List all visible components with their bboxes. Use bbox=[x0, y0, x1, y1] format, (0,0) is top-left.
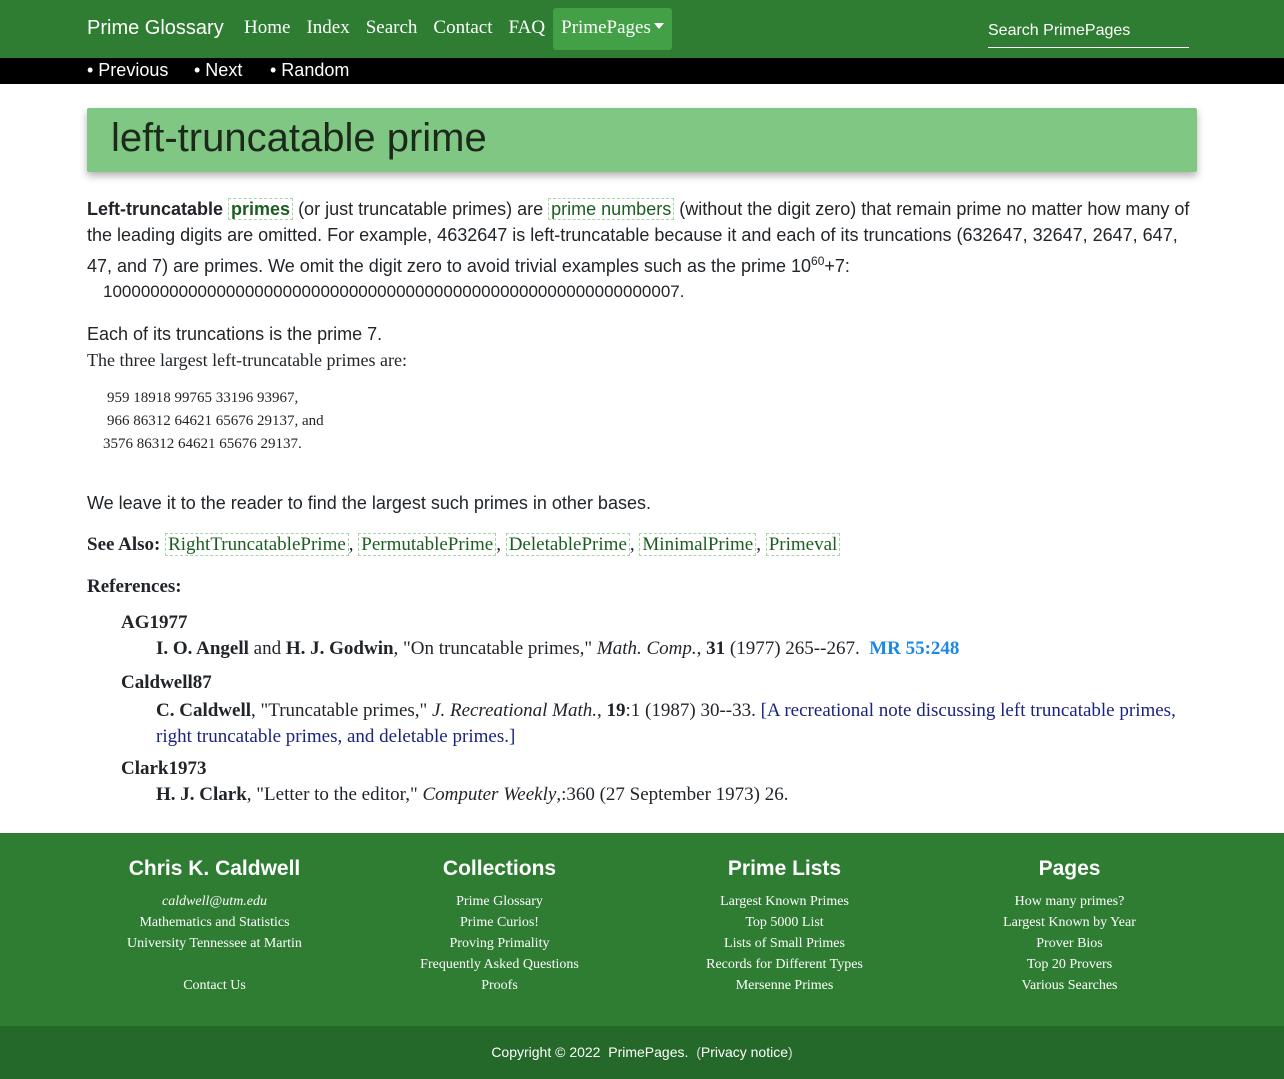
footer-link[interactable]: How many primes? bbox=[1014, 894, 1125, 909]
email-link[interactable]: caldwell@utm.edu bbox=[161, 894, 268, 909]
footer-col-title: Pages bbox=[1038, 857, 1101, 880]
ref-body: I. O. Angell and H. J. Godwin, "On truncatable primes," Math. Comp., 31 (1977) 265--267. MR 55:248 bbox=[156, 638, 960, 659]
mr-link[interactable]: MR 55:248 bbox=[869, 638, 960, 659]
ref-journal: Math. Comp. bbox=[596, 638, 697, 659]
ref-author: I. O. Angell bbox=[156, 638, 249, 659]
three-largest-text: The three largest left-truncatable primes are: bbox=[87, 350, 408, 370]
big-number: 1000000000000000000000000000000000000000000000000000000000007. bbox=[103, 282, 685, 301]
ref-clark1973 bbox=[121, 758, 789, 806]
nav-search[interactable]: Search bbox=[365, 17, 418, 38]
search-input[interactable] bbox=[988, 14, 1189, 48]
random-link[interactable]: • Random bbox=[270, 60, 350, 80]
intro-text-3: +7: bbox=[824, 256, 850, 276]
see-also-label: See Also: bbox=[87, 534, 161, 555]
nav-home[interactable]: Home bbox=[244, 17, 291, 38]
nav-primepages-dropdown[interactable] bbox=[553, 8, 672, 50]
ref-and: and bbox=[248, 638, 286, 659]
references-label: References: bbox=[87, 576, 182, 597]
footer-item: University Tennessee at Martin bbox=[127, 936, 302, 951]
primepages-link[interactable]: PrimePages bbox=[608, 1044, 685, 1060]
ref-title: , "Truncatable primes," bbox=[251, 700, 433, 721]
ref-rest: (1977) 265--267. bbox=[725, 638, 860, 659]
largest-item: 966 86312 64621 65676 29137, and bbox=[107, 413, 324, 429]
footer-spacer bbox=[72, 954, 357, 975]
ref-author: H. J. Godwin bbox=[285, 638, 394, 659]
footer-link[interactable]: Proving Primality bbox=[449, 936, 550, 951]
footer-col-caldwell bbox=[72, 857, 357, 996]
copyright-bar: Copyright © 2022 PrimePages. (Privacy notice) bbox=[0, 1026, 1284, 1079]
previous-link[interactable]: • Previous bbox=[87, 60, 169, 80]
ref-rest: ,:360 (27 September 1973) 26. bbox=[556, 784, 789, 805]
footer-col-title: Collections bbox=[442, 857, 557, 880]
ref-volume: 31 bbox=[706, 638, 726, 659]
footer-link[interactable]: Various Searches bbox=[1021, 978, 1118, 993]
footer bbox=[0, 833, 1284, 1026]
footer-col-title: Chris K. Caldwell bbox=[128, 857, 301, 880]
see-also-link[interactable]: RightTruncatablePrime bbox=[165, 533, 349, 556]
ref-key: Clark1973 bbox=[121, 758, 207, 779]
footer-link[interactable]: Mersenne Primes bbox=[735, 978, 834, 993]
ref-author: C. Caldwell bbox=[156, 700, 251, 721]
primes-link[interactable]: primes bbox=[228, 198, 293, 220]
truncations-text: Each of its truncations is the prime 7. bbox=[87, 324, 383, 344]
brand-link[interactable]: Prime Glossary bbox=[87, 17, 224, 39]
see-also-link[interactable]: DeletablePrime bbox=[506, 533, 630, 556]
intro-text-2: (without the digit zero) that remain prime no matter how many of the leading digits are omitted. For example, 4632647 is left-truncatable because it and each of its truncations (632647, 32647, 2647, 647, 47, and 7) are primes. We omit the digit zero to avoid trivial examples such as the prime 10 bbox=[87, 199, 1190, 276]
ref-caldwell87 bbox=[121, 672, 1181, 750]
nav-faq[interactable]: FAQ bbox=[508, 17, 546, 38]
footer-link[interactable]: Top 20 Provers bbox=[1026, 957, 1113, 972]
subnav bbox=[0, 58, 1284, 84]
footer-col-collections bbox=[357, 857, 642, 996]
see-also-link[interactable]: PermutablePrime bbox=[358, 533, 496, 556]
ref-title: , "Letter to the editor," bbox=[246, 784, 423, 805]
largest-item: 3576 86312 64621 65676 29137. bbox=[103, 436, 302, 452]
nav-links bbox=[236, 8, 672, 50]
nav-index[interactable]: Index bbox=[306, 17, 350, 38]
leave-text: We leave it to the reader to find the largest such primes in other bases. bbox=[87, 493, 651, 513]
footer-link[interactable]: Prime Curios! bbox=[460, 915, 539, 930]
largest-item: 959 18918 99765 33196 93967, bbox=[107, 390, 299, 406]
ref-rest: :1 (1987) 30--33. bbox=[625, 700, 756, 721]
footer-item: Mathematics and Statistics bbox=[139, 915, 290, 930]
intro-text-1: (or just truncatable primes) are bbox=[293, 199, 549, 219]
nav-contact[interactable]: Contact bbox=[433, 17, 493, 38]
footer-col-prime-lists bbox=[642, 857, 927, 996]
see-also-link[interactable]: Primeval bbox=[766, 533, 841, 556]
page-title: left-truncatable prime bbox=[111, 116, 487, 160]
nav-primepages-label: PrimePages bbox=[561, 17, 651, 38]
ref-journal: J. Recreational Math. bbox=[432, 700, 598, 721]
ref-title: , "On truncatable primes," bbox=[393, 638, 597, 659]
footer-link[interactable]: Lists of Small Primes bbox=[724, 936, 845, 951]
footer-col-title: Prime Lists bbox=[727, 857, 842, 880]
footer-link[interactable]: Frequently Asked Questions bbox=[420, 957, 579, 972]
ref-ag1977 bbox=[121, 612, 959, 660]
term: Left-truncatable bbox=[87, 199, 224, 219]
largest-list bbox=[103, 387, 1197, 456]
footer-link[interactable]: Prover Bios bbox=[1036, 936, 1103, 951]
caret-down-icon bbox=[654, 23, 664, 29]
ref-body bbox=[156, 784, 789, 806]
footer-link[interactable]: Prime Glossary bbox=[456, 894, 543, 909]
see-also-link[interactable]: MinimalPrime bbox=[639, 533, 756, 556]
ref-key: Caldwell87 bbox=[121, 672, 212, 693]
intro-paragraph bbox=[87, 196, 1197, 279]
copyright-text: Copyright © 2022 bbox=[491, 1044, 601, 1060]
footer-col-pages bbox=[927, 857, 1212, 996]
footer-link[interactable]: Proofs bbox=[481, 978, 518, 993]
footer-link[interactable]: Records for Different Types bbox=[706, 957, 863, 972]
footer-link[interactable]: Largest Known by Year bbox=[1003, 915, 1136, 930]
footer-link[interactable]: Largest Known Primes bbox=[720, 894, 849, 909]
contact-us-link[interactable]: Contact Us bbox=[183, 978, 246, 993]
ref-journal: Computer Weekly bbox=[422, 784, 557, 805]
footer-link[interactable]: Top 5000 List bbox=[745, 915, 824, 930]
see-also: See Also: RightTruncatablePrime , PermutablePrime , DeletablePrime , MinimalPrime , Primeval bbox=[87, 532, 1197, 558]
ref-body: C. Caldwell, "Truncatable primes," J. Recreational Math., 19:1 (1987) 30--33. [A recreational note discussing left truncatable primes, right truncatable primes, and deletable primes.] bbox=[156, 700, 1176, 747]
exponent: 60 bbox=[811, 254, 825, 268]
ref-volume: 19 bbox=[606, 700, 626, 721]
main-content bbox=[87, 196, 1197, 600]
ref-note: [A recreational note discussing left truncatable primes, right truncatable primes, and deletable primes.] bbox=[156, 700, 1176, 747]
ref-author: H. J. Clark bbox=[156, 784, 247, 805]
ref-key: AG1977 bbox=[121, 612, 188, 633]
navbar bbox=[0, 0, 1284, 58]
title-banner bbox=[87, 108, 1197, 172]
next-link[interactable]: • Next bbox=[194, 60, 243, 80]
privacy-link[interactable]: Privacy notice bbox=[700, 1044, 789, 1060]
prime-numbers-link[interactable]: prime numbers bbox=[548, 198, 674, 220]
